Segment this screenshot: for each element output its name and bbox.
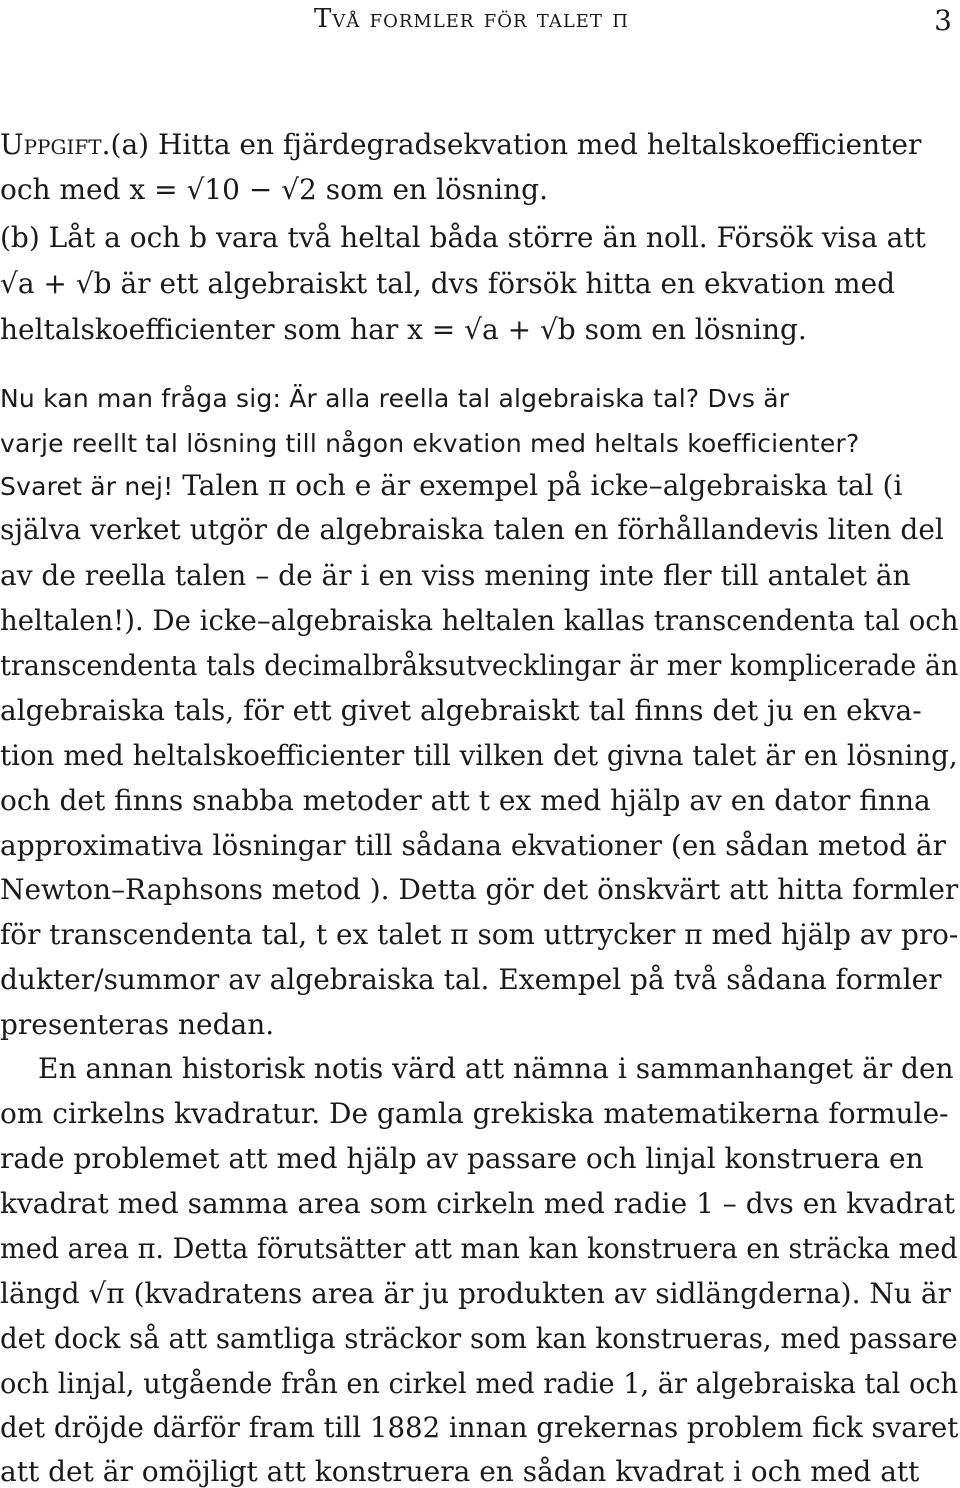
last-line-4: kvadrat med samma area som cirkeln med radie 1 – dvs en kvadrat (0, 1187, 955, 1220)
last-line-2: om cirkelns kvadratur. De gamla grekiska matematikerna formule- (0, 1097, 949, 1130)
main-line-1: Talen π och e är exempel på icke–algebraiska tal (i (182, 469, 903, 502)
last-line-5: med area π. Detta förutsätter att man kan konstruera en sträcka med (0, 1232, 958, 1265)
mixed-line-3 (0, 469, 903, 502)
uppgift-line-2: och med x = √10 − √2 som en lösning. (0, 173, 548, 206)
main-line-4: heltalen!). De icke–algebraiska heltalen kallas transcendenta tal och (0, 604, 959, 637)
last-line-8: och linjal, utgående från en cirkel med radie 1, är algebraiska tal och (0, 1367, 959, 1400)
main-line-9: approximativa lösningar till sådana ekvationer (en sådan metod är (0, 829, 946, 862)
main-line-6: algebraiska tals, för ett givet algebraiskt tal finns det ju en ekva- (0, 694, 922, 727)
sans-line-2: varje reellt tal lösning till någon ekvation med heltals koefficienter? (0, 429, 860, 458)
uppgift-line-5: heltalskoefficienter som har x = √a + √b som en lösning. (0, 313, 807, 346)
page-number: 3 (934, 4, 952, 37)
uppgift-line-1 (0, 128, 922, 161)
last-line-3: rade problemet att med hjälp av passare och linjal konstruera en (0, 1142, 924, 1175)
page-header (0, 4, 960, 40)
main-line-7: tion med heltalskoefficienter till vilken det givna talet är en lösning, (0, 739, 958, 772)
uppgift-line-4: √a + √b är ett algebraiskt tal, dvs försök hitta en ekvation med (0, 267, 896, 300)
last-line-9: det dröjde därför fram till 1882 innan grekernas problem fick svaret (0, 1411, 959, 1444)
uppgift-a-line-1: (a) Hitta en fjärdegradsekvation med heltalskoefficienter (110, 128, 922, 161)
last-line-6: längd √π (kvadratens area är ju produkten av sidlängderna). Nu är (0, 1277, 951, 1310)
main-line-2: själva verket utgör de algebraiska talen en förhållandevis liten del (0, 513, 944, 546)
main-line-10: Newton–Raphsons metod ). Detta gör det önskvärt att hitta formler (0, 873, 959, 906)
last-line-7: det dock så att samtliga sträckor som kan konstrueras, med passare (0, 1322, 958, 1355)
main-line-5: transcendenta tals decimalbråksutvecklingar är mer komplicerade än (0, 649, 959, 682)
main-line-3: av de reella talen – de är i en viss mening inte fler till antalet än (0, 559, 911, 592)
main-line-13: presenteras nedan. (0, 1008, 275, 1041)
sans-line-3: Svaret är nej! (0, 472, 174, 501)
running-title: Två formler för talet π (314, 4, 629, 34)
last-line-10: att det är omöjligt att konstruera en sådan kvadrat i och med att (0, 1455, 920, 1488)
main-line-8: och det finns snabba metoder att t ex med hjälp av en dator finna (0, 784, 931, 817)
main-line-11: för transcendenta tal, t ex talet π som uttrycker π med hjälp av pro- (0, 918, 959, 951)
uppgift-label: Uppgift. (0, 128, 111, 161)
main-line-12: dukter/summor av algebraiska tal. Exempel på två sådana formler (0, 963, 942, 996)
sans-line-1: Nu kan man fråga sig: Är alla reella tal algebraiska tal? Dvs är (0, 384, 790, 413)
last-line-1: En annan historisk notis värd att nämna i sammanhanget är den (38, 1052, 954, 1085)
uppgift-line-3: (b) Låt a och b vara två heltal båda större än noll. Försök visa att (0, 221, 926, 254)
